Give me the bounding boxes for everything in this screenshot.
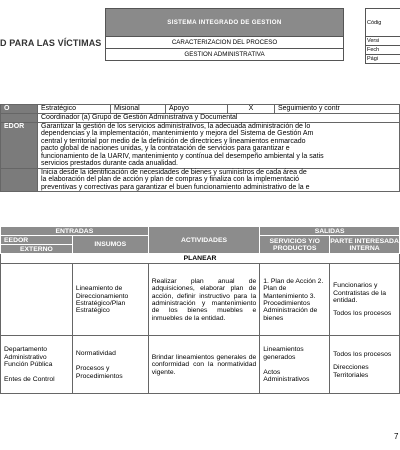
supply-item: Normatividad bbox=[75, 349, 116, 357]
type-misional: Misional bbox=[111, 105, 166, 114]
system-title: SISTEMA INTEGRADO DE GESTION bbox=[106, 9, 344, 37]
process-type-label: O bbox=[1, 105, 38, 114]
supplier-header: EEDOR bbox=[1, 236, 73, 245]
inputs-header: ENTRADAS bbox=[1, 227, 149, 236]
date-label: Fech bbox=[366, 46, 400, 55]
outputs-header: SALIDAS bbox=[260, 227, 400, 236]
document-control-table bbox=[365, 8, 400, 64]
supplies-header: INSUMOS bbox=[72, 236, 148, 254]
activities-table bbox=[0, 226, 400, 394]
process-leader: Coordinador (a) Grupo de Gestión Administrativa y Documental bbox=[38, 114, 400, 123]
document-header bbox=[0, 0, 400, 62]
objective-line: central y territorial por medio de la definición de directrices y lineamientos enmarcado bbox=[41, 137, 306, 145]
external-item: Entes de Control bbox=[4, 376, 55, 384]
supply-item: Procesos y Procedimientos bbox=[75, 365, 123, 380]
objective-line: servicios prestados durante cada anualidad. bbox=[41, 160, 178, 167]
scope-line: Inicia desde la identificación de necesidades de bienes y suministros de cada área de bbox=[41, 168, 307, 176]
stakeholder-item: Direcciones Territoriales bbox=[333, 364, 369, 379]
row1-external bbox=[1, 264, 73, 336]
type-selected-mark: X bbox=[228, 105, 275, 114]
process-info-table bbox=[0, 104, 400, 192]
row1-activity: Realizar plan anual de adquisiciones, elaborar plan de acción, definir instructivo para la administración y mantenimiento de los bienes muebles e inmuebles de la entidad. bbox=[148, 264, 260, 336]
row1-services: 1. Plan de Acción 2. Plan de Mantenimiento 3. Procedimientos Administración de bienes bbox=[260, 264, 330, 336]
external-item: Departamento Administrativo Función Pública bbox=[4, 346, 53, 368]
entity-logo-text: D PARA LAS VÍCTIMAS bbox=[0, 38, 102, 48]
type-support: Apoyo bbox=[166, 105, 228, 114]
external-header: EXTERNO bbox=[1, 245, 73, 254]
row2-activity: Brindar lineamientos generales de conformidad con la normatividad vigente. bbox=[148, 336, 260, 394]
type-strategic: Estratégico bbox=[38, 105, 111, 114]
activities-header: ACTIVIDADES bbox=[148, 227, 260, 254]
leader-label bbox=[1, 114, 38, 123]
scope-line: la elaboración del plan de acción y plan de compras y finaliza con la implementació bbox=[41, 176, 299, 183]
row2-external bbox=[1, 336, 73, 394]
objective-line: pacto global de naciones unidas, y la contratación de servicios para garantizar e bbox=[41, 145, 290, 152]
row1-stakeholders bbox=[330, 264, 400, 336]
stakeholder-item: Todos los procesos bbox=[333, 310, 392, 318]
service-item: Lineamientos generados bbox=[263, 346, 304, 361]
code-label: Códig bbox=[366, 9, 400, 37]
page-number: 7 bbox=[394, 432, 399, 441]
row2-services bbox=[260, 336, 330, 394]
stakeholder-item: Todos los procesos bbox=[333, 350, 392, 358]
row2-stakeholders bbox=[330, 336, 400, 394]
version-label: Versi bbox=[366, 37, 400, 46]
type-monitoring: Seguimiento y contr bbox=[275, 105, 400, 114]
row1-supplies: Lineamiento de Direccionamiento Estratégico/Plan Estratégico bbox=[72, 264, 148, 336]
page-label: Pági bbox=[366, 55, 400, 64]
objective-line: Garantizar la gestión de los servicios administrativos, la adecuada administración de lo bbox=[41, 122, 311, 130]
scope-line: preventivas y correctivas para garantizar el buen funcionamiento administrativo de la e bbox=[41, 183, 310, 191]
process-scope bbox=[38, 168, 400, 192]
services-header: SERVICIOS Y/O PRODUCTOS bbox=[260, 236, 330, 254]
objective-label: EDOR bbox=[1, 122, 38, 168]
area-title: GESTION ADMINISTRATIVA bbox=[106, 49, 344, 61]
process-title: CARACTERIZACION DEL PROCESO bbox=[106, 37, 344, 49]
objective-line: funcionamiento de la UARIV, mantenimiento y contínua del desempeño ambiental y la satis bbox=[41, 152, 324, 160]
header-title-table bbox=[105, 8, 344, 61]
scope-label bbox=[1, 168, 38, 192]
row2-supplies bbox=[72, 336, 148, 394]
objective-line: dependencias y la implementación, mantenimiento y mejora del Sistema de Gestión Am bbox=[41, 130, 314, 137]
process-objective bbox=[38, 122, 400, 168]
stakeholder-header: PARTE INTERESADA INTERNA bbox=[330, 237, 399, 252]
phase-planear: PLANEAR bbox=[1, 254, 400, 264]
stakeholder-item: Funcionarios y Contratistas de la entidad. bbox=[333, 282, 387, 304]
service-item: Actos Administrativos bbox=[263, 368, 310, 384]
